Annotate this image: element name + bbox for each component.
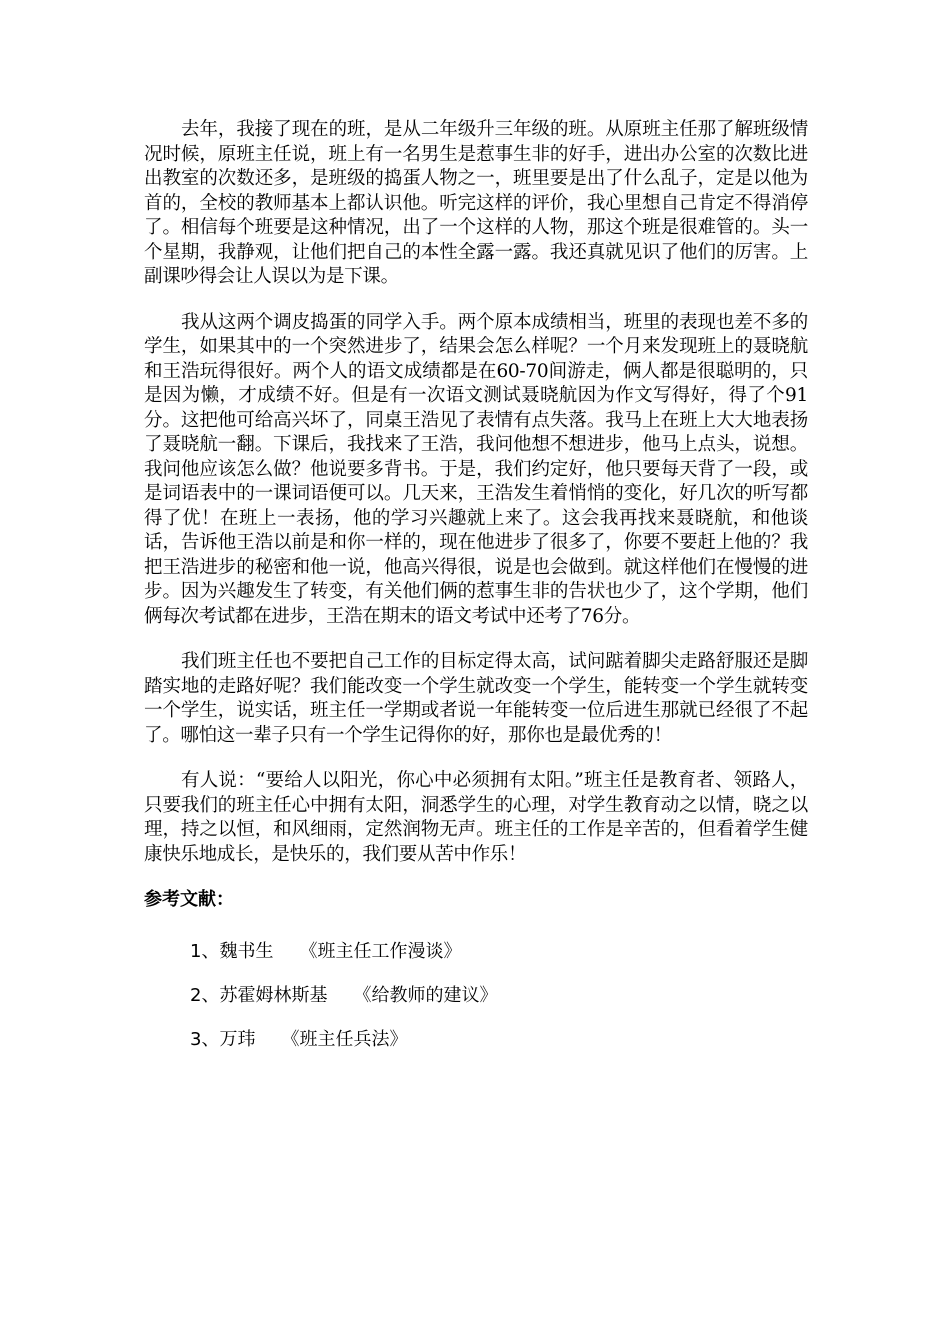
references-list — [144, 940, 808, 1052]
reference-author: 魏书生 — [219, 941, 274, 962]
reference-number: 3、 — [190, 1029, 220, 1050]
reference-title: 《班主任兵法》 — [281, 1029, 408, 1050]
body-paragraph-2: 我从这两个调皮捣蛋的同学入手。两个原本成绩相当，班里的表现也差不多的学生，如果其中的一个突然进步了，结果会怎么样呢？一个月来发现班上的聂晓航和王浩玩得很好。两个人的语文成绩都是在60-70间游走，俩人都是很聪明的，只是因为懒，才成绩不好。但是有一次语文测试聂晓航因为作文写得好，得了个91分。这把他可给高兴坏了，同桌王浩见了表情有点失落。我马上在班上大大地表扬了聂晓航一翻。下课后，我找来了王浩，我问他想不想进步，他马上点头，说想。我问他应该怎么做？他说要多背书。于是，我们约定好，他只要每天背了一段，或是词语表中的一课词语便可以。几天来，王浩发生着悄悄的变化，好几次的听写都得了优！在班上一表扬，他的学习兴趣就上来了。这会我再找来聂晓航，和他谈话，告诉他王浩以前是和你一样的，现在他进步了很多了，你要不要赶上他的？我把王浩进步的秘密和他一说，他高兴得很，说是也会做到。就这样他们在慢慢的进步。因为兴趣发生了转变，有关他们俩的惹事生非的告状也少了，这个学期，他们俩每次考试都在进步，王浩在期末的语文考试中还考了76分。 — [144, 311, 808, 627]
reference-title: 《班主任工作漫谈》 — [299, 941, 462, 962]
reference-item — [190, 1028, 808, 1052]
reference-author: 苏霍姆林斯基 — [219, 985, 328, 1006]
reference-number: 2、 — [190, 985, 220, 1006]
document-page — [144, 118, 808, 1072]
body-paragraph-1: 去年，我接了现在的班，是从二年级升三年级的班。从原班主任那了解班级情况时候，原班主任说，班上有一名男生是惹事生非的好手，进出办公室的次数比进出教室的次数还多，是班级的捣蛋人物之一，班里要是出了什么乱子，定是以他为首的，全校的教师基本上都认识他。听完这样的评价，我心里想自己肯定不得消停了。相信每个班要是这种情况，出了一个这样的人物，那这个班是很难管的。头一个星期，我静观，让他们把自己的本性全露一露。我还真就见识了他们的厉害。上副课吵得会让人误以为是下课。 — [144, 119, 808, 287]
references-heading: 参考文献： — [144, 889, 234, 910]
reference-number: 1、 — [190, 941, 220, 962]
reference-item — [190, 984, 808, 1008]
reference-title: 《给教师的建议》 — [353, 985, 498, 1006]
reference-author: 万玮 — [219, 1029, 256, 1050]
body-paragraph-3: 我们班主任也不要把自己工作的目标定得太高，试问踮着脚尖走路舒服还是脚踏实地的走路好呢？我们能改变一个学生就改变一个学生，能转变一个学生就转变一个学生，说实话，班主任一学期或者说一年能转变一位后进生那就已经很了不起了。哪怕这一辈子只有一个学生记得你的好，那你也是最优秀的！ — [144, 651, 808, 746]
body-paragraph-4: 有人说：“要给人以阳光，你心中必须拥有太阳。”班主任是教育者、领路人，只要我们的班主任心中拥有太阳，洞悉学生的心理，对学生教育动之以情，晓之以理，持之以恒，和风细雨，定然润物无声。班主任的工作是辛苦的，但看着学生健康快乐地成长，是快乐的，我们要从苦中作乐！ — [144, 770, 808, 865]
reference-item — [190, 940, 808, 964]
